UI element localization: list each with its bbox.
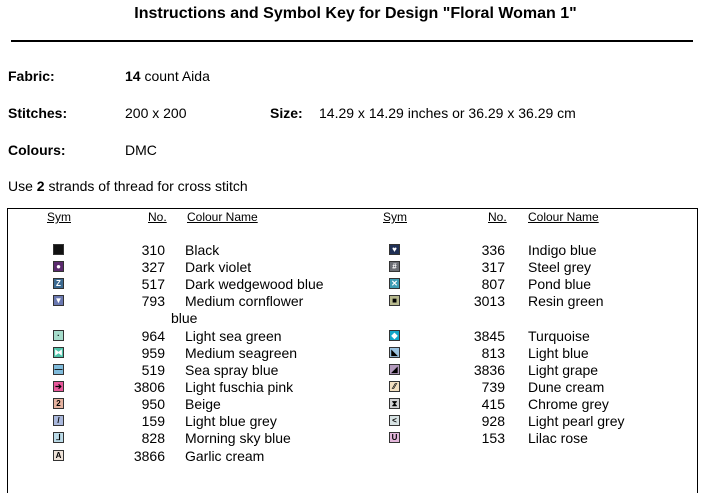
colour-name-317: Steel grey [528,259,592,275]
colour-name-517: Dark wedgewood blue [185,276,324,292]
symbol-swatch-959: ⧓ [54,347,63,357]
symbol-swatch-159: / [53,415,64,426]
colour-number-519: 519 [141,362,165,378]
colour-name-828: Morning sky blue [185,430,291,446]
thread-note-pre: Use [8,178,37,194]
symbol-swatch-153: U [389,432,400,443]
symbol-swatch-3013: ■ [389,295,400,306]
size-value: 14.29 x 14.29 inches or 36.29 x 36.29 cm [319,105,576,121]
symbol-swatch-807: ✕ [389,278,400,289]
colour-number-828: 828 [141,430,165,446]
colour-name-3806: Light fuschia pink [185,379,294,395]
colour-name-3866: Garlic cream [185,448,265,464]
fabric-type: count Aida [140,68,210,84]
colour-name-cont-793: blue [171,310,198,326]
header-no-right: No. [488,210,507,224]
symbol-swatch-793: ▼ [54,295,63,305]
stitches-label: Stitches: [8,105,68,121]
colour-number-3836: 3836 [473,362,505,378]
colour-number-517: 517 [141,276,165,292]
colour-number-310: 310 [141,242,165,258]
colour-name-415: Chrome grey [528,396,609,412]
colour-number-317: 317 [481,259,505,275]
colour-number-3866: 3866 [133,448,165,464]
header-sym-left: Sym [47,210,71,224]
symbol-swatch-964: · [53,330,64,341]
colours-value: DMC [125,142,157,158]
thread-note [8,178,248,194]
page-title: Instructions and Symbol Key for Design "Floral Woman 1" [134,5,577,22]
symbol-swatch-310 [53,244,64,255]
colour-name-159: Light blue grey [185,413,277,429]
colour-name-813: Light blue [528,345,589,361]
header-no-left: No. [148,210,167,224]
colour-name-310: Black [185,242,220,258]
fabric-value [125,68,210,84]
colour-number-950: 950 [141,396,165,412]
symbol-swatch-336: ♥ [389,244,400,255]
symbol-swatch-950: 2 [53,398,64,409]
colour-name-3013: Resin green [528,293,604,309]
colour-number-813: 813 [481,345,505,361]
colour-number-415: 415 [481,396,505,412]
colour-name-793: Medium cornflower [185,293,304,309]
symbol-swatch-739: ⁄⁄ [389,381,400,392]
symbol-swatch-828: ⅃ [53,432,64,443]
symbol-swatch-928: < [389,415,400,426]
symbol-swatch-317: # [389,261,400,272]
colour-name-519: Sea spray blue [185,362,279,378]
colour-name-807: Pond blue [528,276,592,292]
symbol-swatch-3866: A [53,450,64,461]
symbol-swatch-517: Z [53,278,64,289]
fabric-count: 14 [125,68,141,84]
colour-name-3836: Light grape [528,362,599,378]
colour-name-327: Dark violet [185,259,252,275]
colour-number-153: 153 [481,430,505,446]
colour-name-336: Indigo blue [528,242,597,258]
size-label: Size: [270,105,303,121]
symbol-swatch-519: — [54,364,63,374]
colour-name-950: Beige [185,396,221,412]
colour-name-964: Light sea green [185,328,282,344]
stitches-value: 200 x 200 [125,105,187,121]
colour-number-3806: 3806 [133,379,165,395]
colour-name-153: Lilac rose [528,430,588,446]
thread-note-post: strands of thread for cross stitch [44,178,248,194]
colour-number-159: 159 [141,413,165,429]
header-name-left: Colour Name [187,210,258,224]
colour-number-3013: 3013 [473,293,505,309]
symbol-swatch-3806: ➔ [53,381,64,392]
colour-name-3845: Turquoise [528,328,590,344]
header-name-right: Colour Name [528,210,599,224]
colour-number-739: 739 [481,379,505,395]
colours-label: Colours: [8,142,66,158]
symbol-swatch-415: ⧗ [389,398,400,409]
colour-number-327: 327 [141,259,165,275]
colour-number-336: 336 [481,242,505,258]
title-divider [11,40,693,42]
header-sym-right: Sym [383,210,407,224]
symbol-swatch-327: ● [53,261,64,272]
colour-name-959: Medium seagreen [185,345,298,361]
colour-number-793: 793 [141,293,165,309]
symbol-swatch-813: ◣ [389,347,400,358]
symbol-swatch-3845: ◆ [389,330,400,341]
colour-number-807: 807 [481,276,505,292]
fabric-label: Fabric: [8,68,55,84]
colour-number-964: 964 [141,328,165,344]
colour-number-928: 928 [481,413,505,429]
thread-strands: 2 [36,178,45,194]
colour-number-959: 959 [141,345,165,361]
colour-number-3845: 3845 [473,328,505,344]
colour-name-739: Dune cream [528,379,605,395]
colour-name-928: Light pearl grey [528,413,625,429]
symbol-swatch-3836: ◢ [389,364,400,375]
